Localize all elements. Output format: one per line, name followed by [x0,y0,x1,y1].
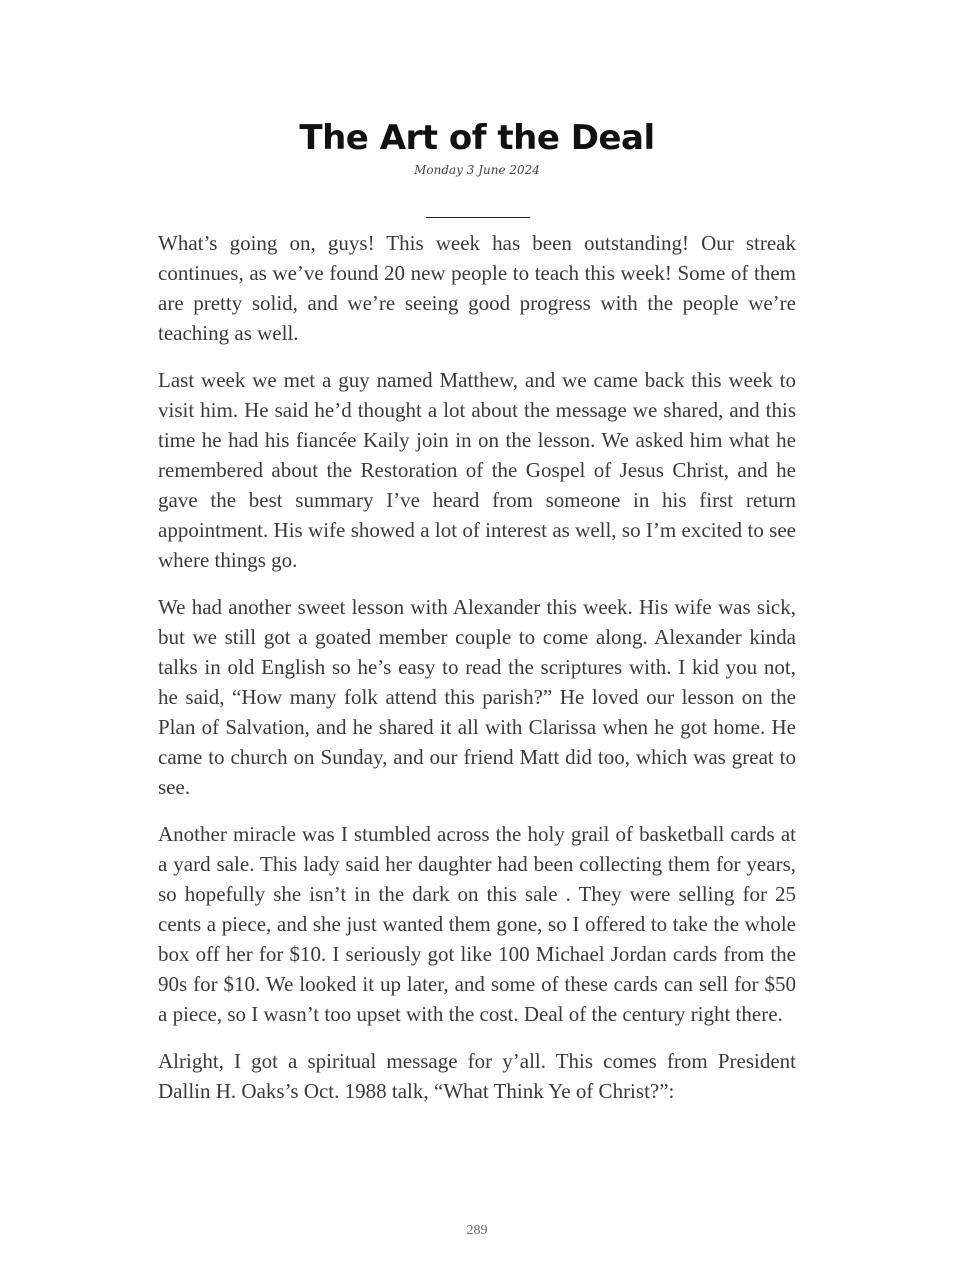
article-body [158,228,796,1123]
paragraph-2: Last week we met a guy named Matthew, and we came back this week to visit him. He said he’d thought a lot about the message we shared, and this time he had his fiancée Kaily join in on the lesson. We asked him what he remembered about the Restoration of the Gospel of Jesus Christ, and he gave the best summary I’ve heard from someone in his first return appointment. His wife showed a lot of interest as well, so I’m excited to see where things go. [158,368,796,572]
title-divider [426,217,530,218]
paragraph-4: Another miracle was I stumbled across the holy grail of basketball cards at a yard sale. This lady said her daughter had been collecting them for years, so hopefully she isn’t in the dark on this sale . They were selling for 25 cents a piece, and she just wanted them gone, so I offered to take the whole box off her for $10. I seriously got like 100 Michael Jordan cards from the 90s for $10. We looked it up later, and some of these cards can sell for $50 a piece, so I wasn’t too upset with the cost. Deal of the century right there. [158,822,796,1026]
paragraph-1: What’s going on, guys! This week has been outstanding! Our streak continues, as we’ve found 20 new people to teach this week! Some of them are pretty solid, and we’re seeing good progress with the people we’re teaching as well. [158,231,796,345]
page-number: 289 [466,1223,488,1238]
paragraph-5: Alright, I got a spiritual message for y’all. This comes from President Dallin H. Oaks’s Oct. 1988 talk, “What Think Ye of Christ?”: [158,1049,796,1103]
post-date: Monday 3 June 2024 [414,163,540,177]
page-title: The Art of the Deal [299,118,655,158]
paragraph-3: We had another sweet lesson with Alexander this week. His wife was sick, but we still got a goated member couple to come along. Alexander kinda talks in old English so he’s easy to read the scriptures with. I kid you not, he said, “How many folk attend this parish?” He loved our lesson on the Plan of Salvation, and he shared it all with Clarissa when he got home. He came to church on Sunday, and our friend Matt did too, which was great to see. [158,595,796,799]
